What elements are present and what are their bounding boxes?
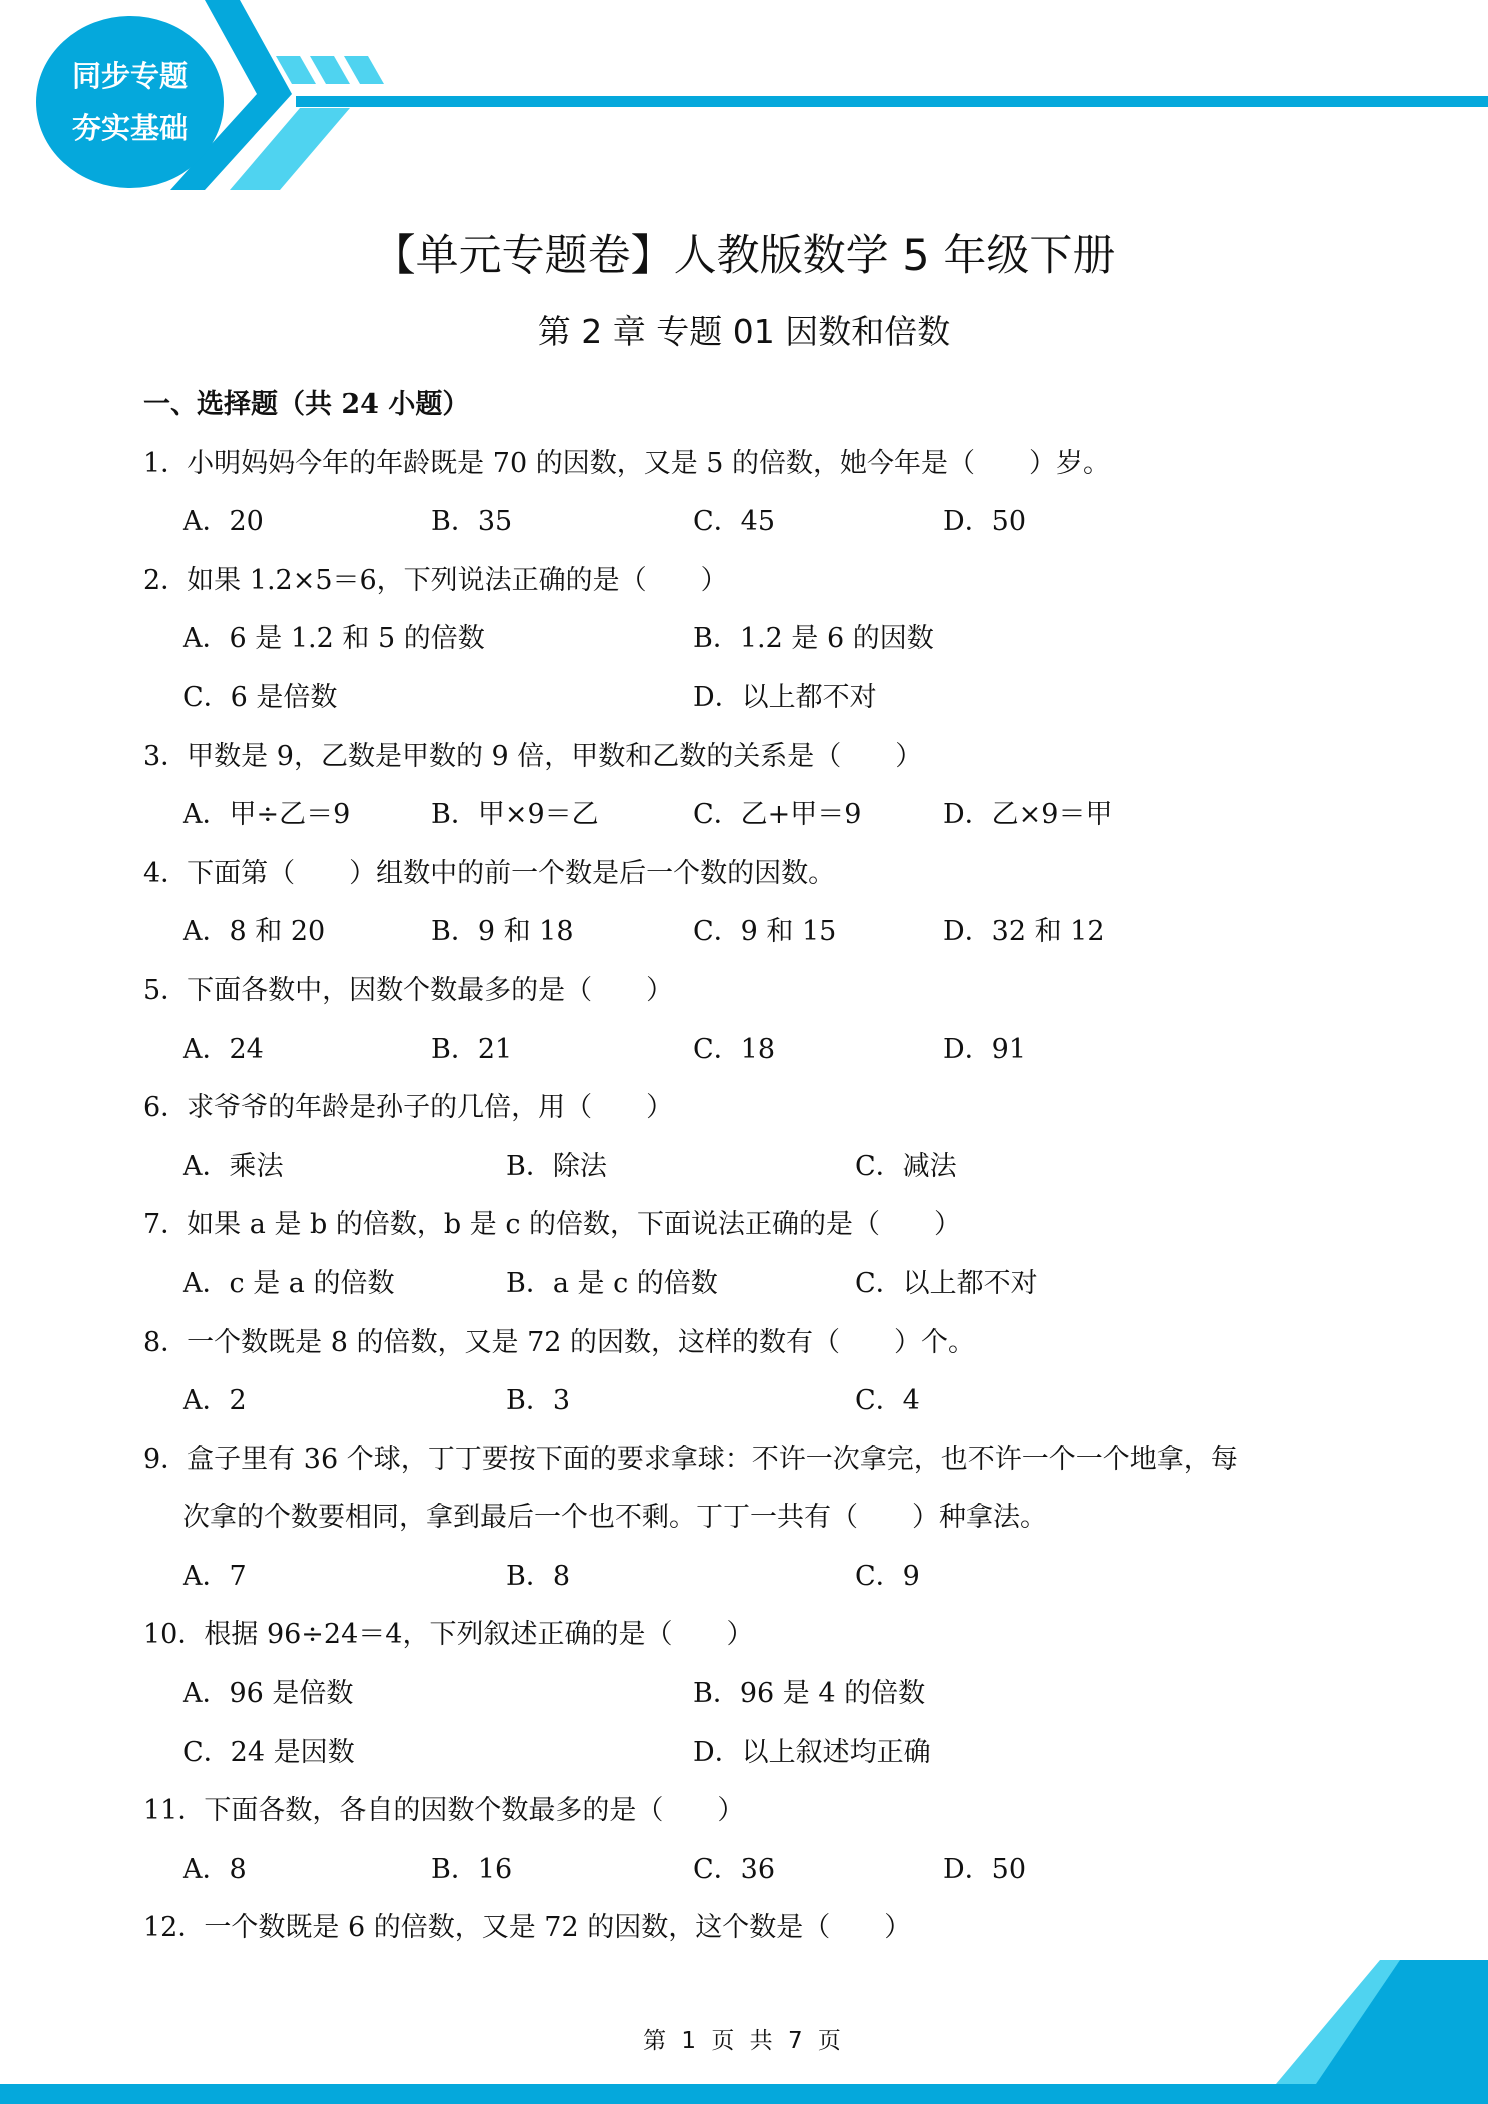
option-b: B．3 <box>506 1385 571 1417</box>
option-d: D．乙×9＝甲 <box>943 799 1113 831</box>
question-1: 1．小明妈妈今年的年龄既是 70 的因数，又是 5 的倍数，她今年是（ ）岁。 <box>143 447 1111 479</box>
option-c: C．24 是因数 <box>183 1736 355 1768</box>
option-a: A．24 <box>183 1033 264 1065</box>
question-2-options-row1 <box>143 610 1363 669</box>
question-10-options-row1 <box>143 1665 1363 1724</box>
question-2: 2．如果 1.2×5＝6，下列说法正确的是（ ） <box>143 564 728 596</box>
option-b: B．a 是 c 的倍数 <box>506 1267 718 1299</box>
page-subtitle: 第 2 章 专题 01 因数和倍数 <box>537 312 951 351</box>
header-badge <box>36 16 224 188</box>
option-d: D．50 <box>943 1853 1027 1885</box>
question-1-options <box>143 493 1363 552</box>
question-7-options <box>143 1255 1363 1314</box>
question-4: 4．下面第（ ）组数中的前一个数是后一个数的因数。 <box>143 857 836 889</box>
option-b: B．甲×9＝乙 <box>431 799 599 831</box>
option-a: A．20 <box>183 506 264 538</box>
option-c: C．以上都不对 <box>855 1267 1038 1299</box>
question-12: 12．一个数既是 6 的倍数，又是 72 的因数，这个数是（ ） <box>143 1912 912 1944</box>
option-c: C．36 <box>693 1853 776 1885</box>
option-b: B．1.2 是 6 的因数 <box>693 623 934 655</box>
option-c: C．4 <box>855 1385 920 1417</box>
question-5-options <box>143 1021 1363 1080</box>
option-c: C．45 <box>693 506 776 538</box>
section-heading: 一、选择题（共 24 小题） <box>143 389 470 420</box>
badge-line1: 同步专题 <box>71 59 188 93</box>
option-c: C．6 是倍数 <box>183 681 338 713</box>
footer-banner <box>0 1960 1488 2104</box>
option-b: B．96 是 4 的倍数 <box>693 1678 926 1710</box>
option-a: A．2 <box>183 1385 247 1417</box>
question-6: 6．求爷爷的年龄是孙子的几倍，用（ ） <box>143 1092 674 1124</box>
question-10-options-row2 <box>143 1724 1363 1783</box>
option-a: A．乘法 <box>183 1150 284 1182</box>
option-c: C．乙+甲＝9 <box>693 799 862 831</box>
question-8: 8．一个数既是 8 的倍数，又是 72 的因数，这样的数有（ ）个。 <box>143 1326 976 1358</box>
option-a: A．7 <box>183 1560 247 1592</box>
option-c: C．减法 <box>855 1150 957 1182</box>
question-6-options <box>143 1138 1363 1197</box>
badge-line2: 夯实基础 <box>71 111 188 145</box>
option-a: A．6 是 1.2 和 5 的倍数 <box>183 623 485 655</box>
option-d: D．91 <box>943 1033 1027 1065</box>
option-b: B．16 <box>431 1853 513 1885</box>
question-11: 11．下面各数，各自的因数个数最多的是（ ） <box>143 1795 745 1827</box>
option-c: C．18 <box>693 1033 776 1065</box>
option-b: B．35 <box>431 506 513 538</box>
option-a: A．c 是 a 的倍数 <box>183 1267 395 1299</box>
question-8-options <box>143 1372 1363 1431</box>
option-a: A．8 <box>183 1853 247 1885</box>
option-b: B．9 和 18 <box>431 916 574 948</box>
option-d: D．以上叙述均正确 <box>693 1736 931 1768</box>
page-title: 【单元专题卷】人教版数学 5 年级下册 <box>372 231 1116 281</box>
option-a: A．甲÷乙＝9 <box>183 799 351 831</box>
page-footer: 第 1 页 共 7 页 <box>643 2028 845 2054</box>
option-c: C．9 和 15 <box>693 916 837 948</box>
question-list <box>143 376 1363 1958</box>
question-3-options <box>143 786 1363 845</box>
question-3: 3．甲数是 9，乙数是甲数的 9 倍，甲数和乙数的关系是（ ） <box>143 740 923 772</box>
option-a: A．8 和 20 <box>183 916 326 948</box>
option-b: B．除法 <box>506 1150 607 1182</box>
question-9-continued: 次拿的个数要相同，拿到最后一个也不剩。丁丁一共有（ ）种拿法。 <box>183 1502 1047 1534</box>
question-9: 9．盒子里有 36 个球，丁丁要按下面的要求拿球：不许一次拿完，也不许一个一个地拿，每 <box>143 1443 1238 1475</box>
question-4-options <box>143 903 1363 962</box>
option-d: D．50 <box>943 506 1027 538</box>
option-c: C．9 <box>855 1560 920 1592</box>
question-9-options <box>143 1548 1363 1607</box>
question-7: 7．如果 a 是 b 的倍数，b 是 c 的倍数，下面说法正确的是（ ） <box>143 1209 962 1241</box>
question-2-options-row2 <box>143 669 1363 728</box>
option-a: A．96 是倍数 <box>183 1678 354 1710</box>
option-b: B．8 <box>506 1560 571 1592</box>
option-d: D．以上都不对 <box>693 681 877 713</box>
option-b: B．21 <box>431 1033 513 1065</box>
question-10: 10．根据 96÷24＝4，下列叙述正确的是（ ） <box>143 1619 754 1651</box>
option-d: D．32 和 12 <box>943 916 1105 948</box>
question-11-options <box>143 1841 1363 1900</box>
question-5: 5．下面各数中，因数个数最多的是（ ） <box>143 974 674 1006</box>
